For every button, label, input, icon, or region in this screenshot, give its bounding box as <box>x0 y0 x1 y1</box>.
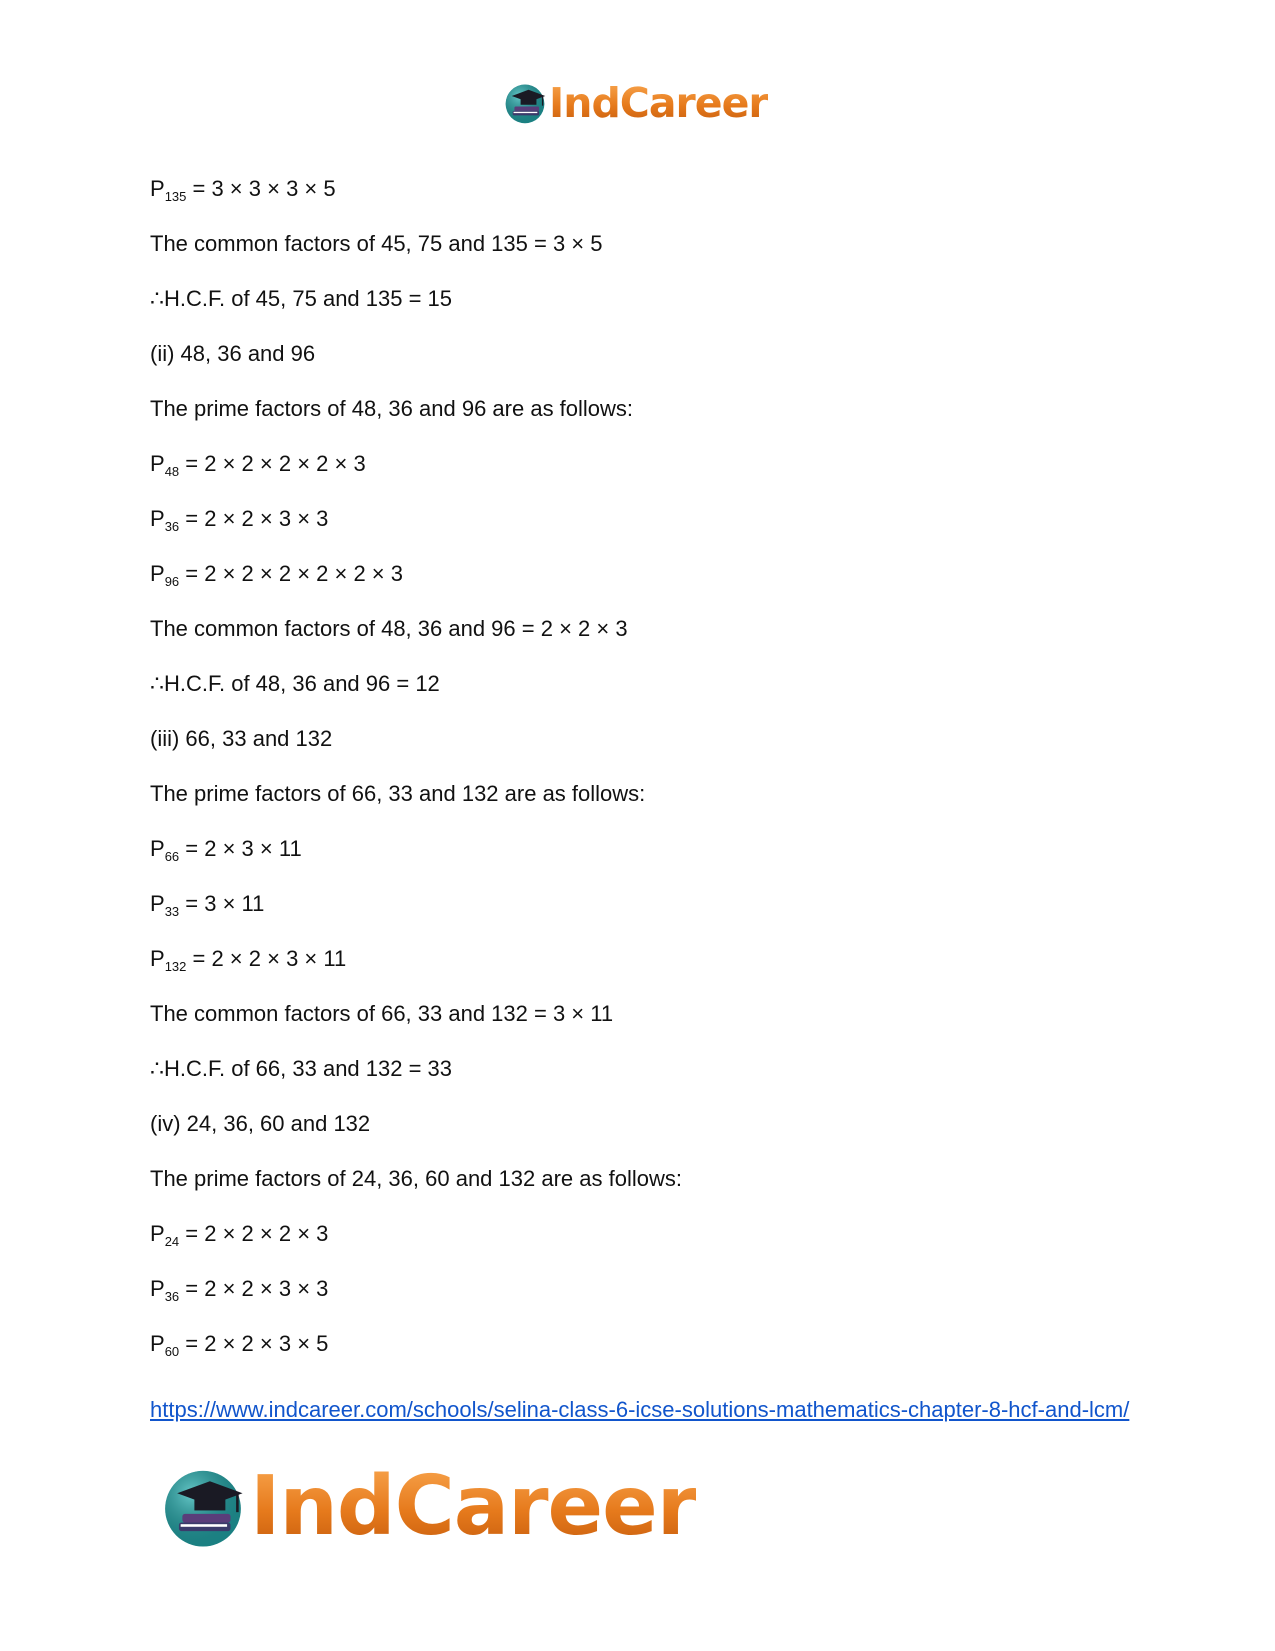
text-line <box>150 227 1130 282</box>
line-text: (iii) 66, 33 and 132 <box>150 726 333 751</box>
line-text-rest: = 2 × 2 × 2 × 2 × 3 <box>179 451 366 476</box>
line-subscript: 48 <box>164 464 180 479</box>
line-subscript: 132 <box>164 959 187 974</box>
line-text: ∴H.C.F. of 45, 75 and 135 = 15 <box>150 286 453 311</box>
text-line <box>150 1327 1130 1382</box>
line-text-rest: = 2 × 3 × 11 <box>179 836 302 861</box>
line-text-rest: = 2 × 2 × 3 × 5 <box>179 1331 329 1356</box>
text-line <box>150 447 1130 502</box>
text-line <box>150 337 1130 392</box>
logo-wordmark: IndCareer <box>250 1459 697 1554</box>
text-line <box>150 832 1130 887</box>
text-line <box>150 1272 1130 1327</box>
text-line <box>150 667 1130 722</box>
line-text: P <box>150 176 165 201</box>
source-url-link[interactable]: https://www.indcareer.com/schools/selina-class-6-icse-solutions-mathematics-chapter-8-hcf-and-lcm/ <box>150 1397 1130 1422</box>
text-line <box>150 722 1130 777</box>
line-text: P <box>150 946 165 971</box>
text-line <box>150 282 1130 337</box>
footer-logo <box>160 1459 697 1554</box>
line-subscript: 33 <box>164 904 180 919</box>
text-line <box>150 557 1130 612</box>
line-text-rest: = 3 × 11 <box>179 891 265 916</box>
line-subscript: 60 <box>164 1344 180 1359</box>
line-subscript: 135 <box>164 189 187 204</box>
text-line <box>150 997 1130 1052</box>
line-text: (ii) 48, 36 and 96 <box>150 341 316 366</box>
line-text: The prime factors of 66, 33 and 132 are as follows: <box>150 781 646 806</box>
line-subscript: 36 <box>164 519 180 534</box>
line-text: ∴H.C.F. of 66, 33 and 132 = 33 <box>150 1056 453 1081</box>
text-line <box>150 502 1130 557</box>
line-text: (iv) 24, 36, 60 and 132 <box>150 1111 371 1136</box>
logo-wordmark: IndCareer <box>549 78 768 127</box>
line-subscript: 24 <box>164 1234 180 1249</box>
document-body <box>150 172 1130 1382</box>
line-text: The common factors of 48, 36 and 96 = 2 × 2 × 3 <box>150 616 628 641</box>
line-text-rest: = 2 × 2 × 2 × 2 × 2 × 3 <box>179 561 404 586</box>
text-line <box>150 887 1130 942</box>
line-text-rest: = 2 × 2 × 3 × 3 <box>179 506 329 531</box>
footer-link-container <box>150 1395 1130 1425</box>
line-text: P <box>150 561 165 586</box>
line-text: ∴H.C.F. of 48, 36 and 96 = 12 <box>150 671 440 696</box>
line-text-rest: = 3 × 3 × 3 × 5 <box>186 176 336 201</box>
line-text: P <box>150 1331 165 1356</box>
text-line <box>150 1052 1130 1107</box>
line-text: P <box>150 836 165 861</box>
text-line <box>150 172 1130 227</box>
text-line <box>150 392 1130 447</box>
line-text-rest: = 2 × 2 × 3 × 3 <box>179 1276 329 1301</box>
line-text: P <box>150 1221 165 1246</box>
text-line <box>150 1217 1130 1272</box>
line-text-rest: = 2 × 2 × 2 × 3 <box>179 1221 329 1246</box>
text-line <box>150 1162 1130 1217</box>
text-line <box>150 612 1130 667</box>
graduation-cap-books-globe-icon <box>503 81 547 125</box>
text-line <box>150 1107 1130 1162</box>
text-line <box>150 777 1130 832</box>
line-text-rest: = 2 × 2 × 3 × 11 <box>186 946 347 971</box>
line-text: The prime factors of 48, 36 and 96 are as follows: <box>150 396 634 421</box>
line-text: The prime factors of 24, 36, 60 and 132 are as follows: <box>150 1166 682 1191</box>
graduation-cap-books-globe-icon <box>160 1464 246 1550</box>
line-text: P <box>150 891 165 916</box>
line-subscript: 36 <box>164 1289 180 1304</box>
line-text: The common factors of 45, 75 and 135 = 3 × 5 <box>150 231 603 256</box>
line-subscript: 96 <box>164 574 180 589</box>
header-logo <box>503 80 768 126</box>
line-text: The common factors of 66, 33 and 132 = 3 × 11 <box>150 1001 614 1026</box>
line-subscript: 66 <box>164 849 180 864</box>
line-text: P <box>150 1276 165 1301</box>
line-text: P <box>150 506 165 531</box>
text-line <box>150 942 1130 997</box>
line-text: P <box>150 451 165 476</box>
